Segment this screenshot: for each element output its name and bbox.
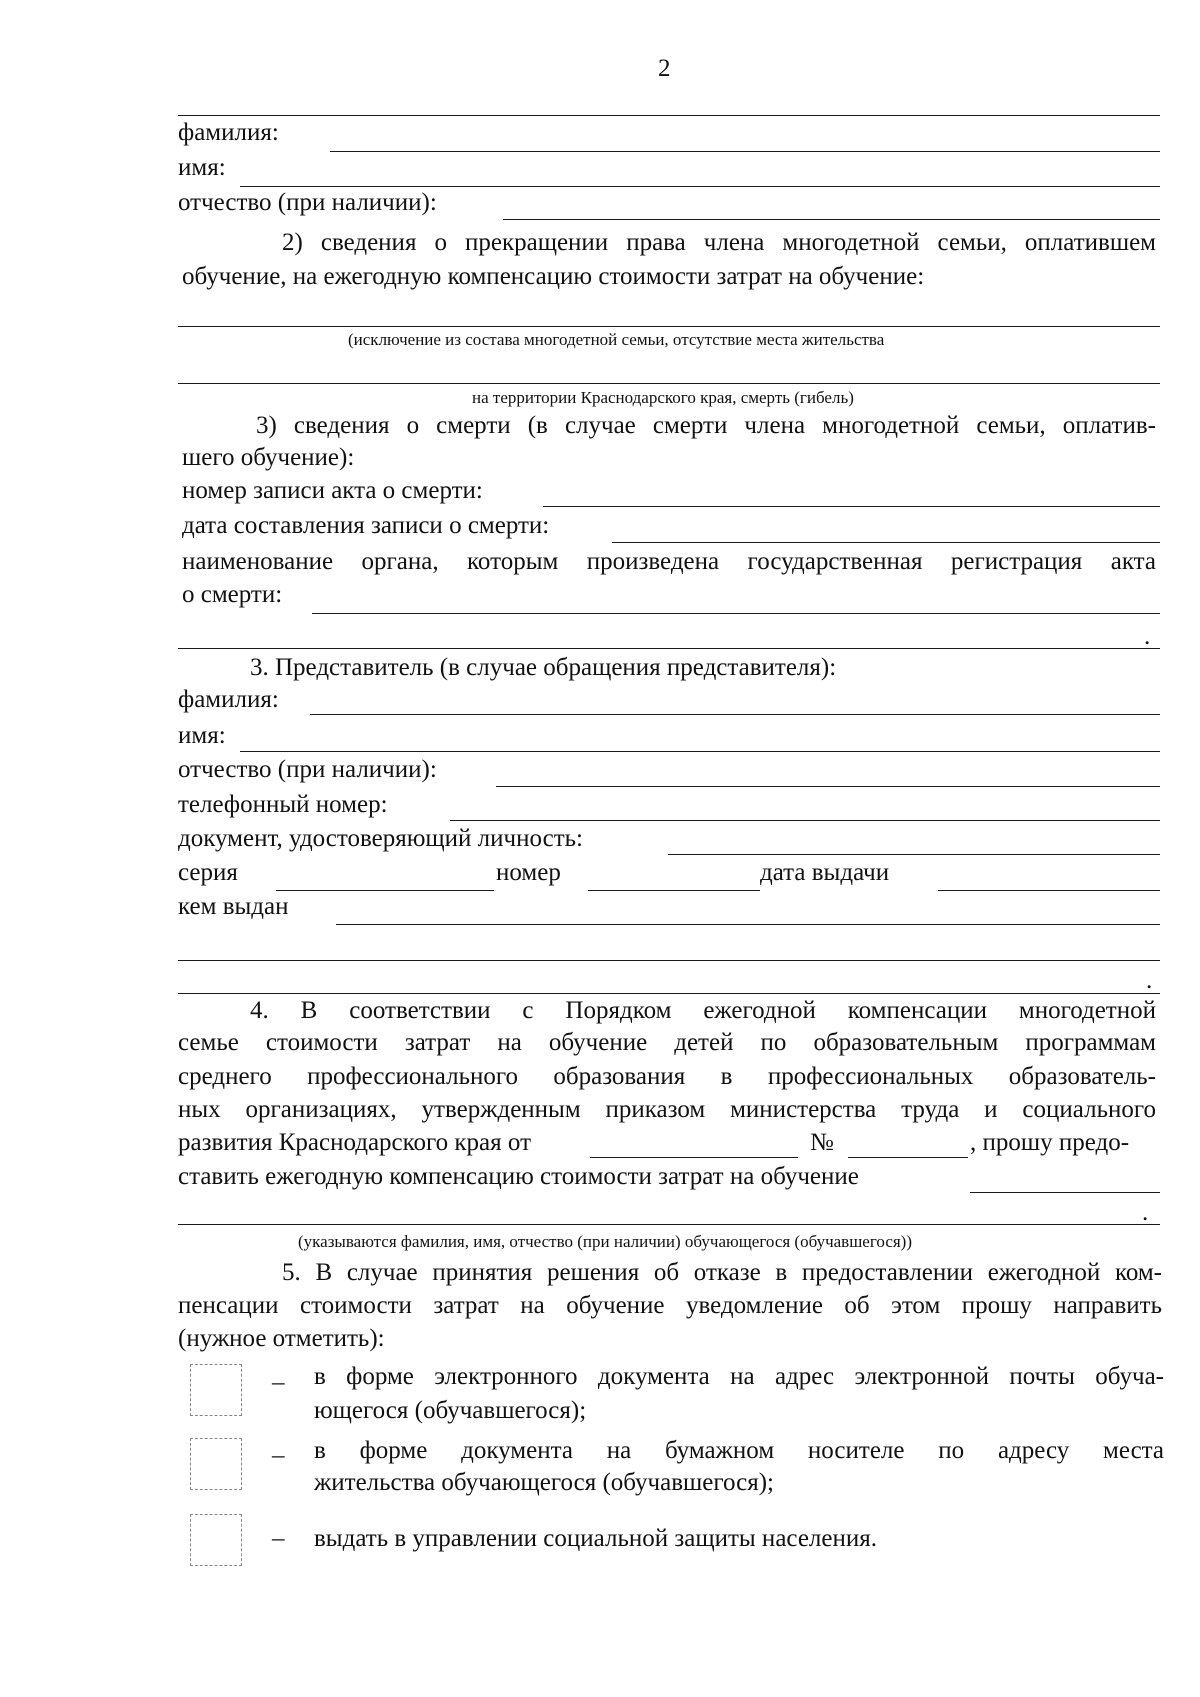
section5-line1: 5. В случае принятия решения об отказе в предоставлении ежегодной ком- — [282, 1259, 1162, 1286]
order-number-field[interactable] — [848, 1157, 968, 1158]
authority-field-1[interactable] — [312, 613, 1160, 614]
name-field[interactable] — [240, 186, 1160, 187]
rep-surname-label: фамилия: — [178, 686, 279, 713]
rep-phone-label: телефонный номер: — [178, 791, 388, 818]
death-record-number-field[interactable] — [543, 506, 1160, 507]
death-record-date-label: дата составления записи о смерти: — [182, 512, 550, 539]
option-paper-checkbox[interactable] — [190, 1438, 242, 1490]
section2-hint1: (исключение из состава многодетной семьи, отсутствие места жительства — [348, 330, 885, 349]
name-label: имя: — [178, 154, 226, 181]
section4-line3: среднего профессионального образования в профессиональных образователь- — [178, 1063, 1156, 1090]
option-email-checkbox[interactable] — [190, 1364, 242, 1416]
rep-series-label: серия — [178, 859, 238, 886]
authority-line2: о смерти: — [182, 581, 283, 608]
student-name-field-1[interactable] — [970, 1192, 1160, 1193]
section2-reason-field-1[interactable] — [178, 326, 1160, 327]
option-in-person-text: выдать в управлении социальной защиты населения. — [314, 1525, 877, 1552]
rep-id-doc-field[interactable] — [668, 854, 1160, 855]
section3-line1: 3) сведения о смерти (в случае смерти члена многодетной семьи, оплатив- — [256, 412, 1156, 439]
option-email-line1: в форме электронного документа на адрес электронной почты обуча- — [314, 1363, 1164, 1390]
rep-issued-by-field-3[interactable] — [178, 993, 1160, 994]
option-email-dash: – — [272, 1369, 285, 1396]
rep-period: . — [1146, 967, 1153, 994]
section2-hint2: на территории Краснодарского края, смерть (гибель) — [472, 388, 854, 407]
section2-reason-field-2[interactable] — [178, 383, 1160, 384]
authority-period: . — [1144, 623, 1151, 650]
surname-label: фамилия: — [178, 119, 279, 146]
section4-line5-a: развития Краснодарского края от — [178, 1129, 531, 1156]
page-number: 2 — [658, 55, 671, 82]
authority-line1: наименование органа, которым произведена государственная регистрация акта — [182, 548, 1156, 575]
section5-line2: пенсации стоимости затрат на обучение уведомление об этом прошу направить — [178, 1292, 1162, 1319]
rep-number-field[interactable] — [588, 890, 760, 891]
section3-line2: шего обучение): — [182, 444, 355, 471]
option-paper-dash: – — [272, 1442, 285, 1469]
order-date-field[interactable] — [590, 1157, 798, 1158]
section4-line1: 4. В соответствии с Порядком ежегодной компенсации многодетной — [250, 997, 1156, 1024]
section2-line1: 2) сведения о прекращении права члена многодетной семьи, оплатившем — [282, 229, 1156, 256]
option-in-person-dash: – — [272, 1525, 285, 1552]
rep-name-field[interactable] — [240, 751, 1160, 752]
option-in-person-checkbox[interactable] — [190, 1514, 242, 1566]
death-record-date-field[interactable] — [612, 542, 1160, 543]
section4-line5-c: , прошу предо- — [970, 1129, 1130, 1156]
surname-field[interactable] — [330, 151, 1160, 152]
rep-issue-date-field[interactable] — [938, 890, 1160, 891]
rep-name-label: имя: — [178, 722, 226, 749]
section2-line2: обучение, на ежегодную компенсацию стоимости затрат на обучение: — [182, 263, 925, 290]
authority-field-2[interactable] — [178, 648, 1160, 649]
section4-hint: (указываются фамилия, имя, отчество (при наличии) обучающегося (обучавшегося)) — [298, 1232, 913, 1251]
option-paper-line1: в форме документа на бумажном носителе по адресу места — [314, 1437, 1164, 1464]
rep-series-field[interactable] — [276, 890, 494, 891]
rep-issued-by-label: кем выдан — [178, 893, 289, 920]
top-rule — [178, 115, 1160, 116]
student-name-field-2[interactable] — [178, 1224, 1160, 1225]
section4-number-sign: № — [810, 1129, 834, 1156]
patronymic-label: отчество (при наличии): — [178, 189, 437, 216]
rep-number-label: номер — [496, 859, 561, 886]
option-paper-line2: жительства обучающегося (обучавшегося); — [314, 1469, 774, 1496]
option-email-line2: ющегося (обучавшегося); — [314, 1397, 587, 1424]
rep-issue-date-label: дата выдачи — [760, 859, 890, 886]
section5-line3: (нужное отметить): — [178, 1325, 385, 1352]
rep-issued-by-field-2[interactable] — [178, 960, 1160, 961]
rep-surname-field[interactable] — [310, 714, 1160, 715]
rep-patronymic-label: отчество (при наличии): — [178, 756, 437, 783]
death-record-number-label: номер записи акта о смерти: — [182, 477, 483, 504]
student-name-period: . — [1142, 1199, 1149, 1226]
rep-issued-by-field-1[interactable] — [336, 924, 1160, 925]
rep-patronymic-field[interactable] — [496, 786, 1160, 787]
section4-line4: ных организациях, утвержденным приказом министерства труда и социального — [178, 1096, 1156, 1123]
rep-id-doc-label: документ, удостоверяющий личность: — [178, 825, 583, 852]
representative-heading: 3. Представитель (в случае обращения представителя): — [250, 654, 837, 681]
rep-phone-field[interactable] — [450, 820, 1160, 821]
patronymic-field[interactable] — [503, 219, 1160, 220]
section4-line6: ставить ежегодную компенсацию стоимости затрат на обучение — [178, 1163, 859, 1190]
section4-line2: семье стоимости затрат на обучение детей по образовательным программам — [178, 1029, 1156, 1056]
